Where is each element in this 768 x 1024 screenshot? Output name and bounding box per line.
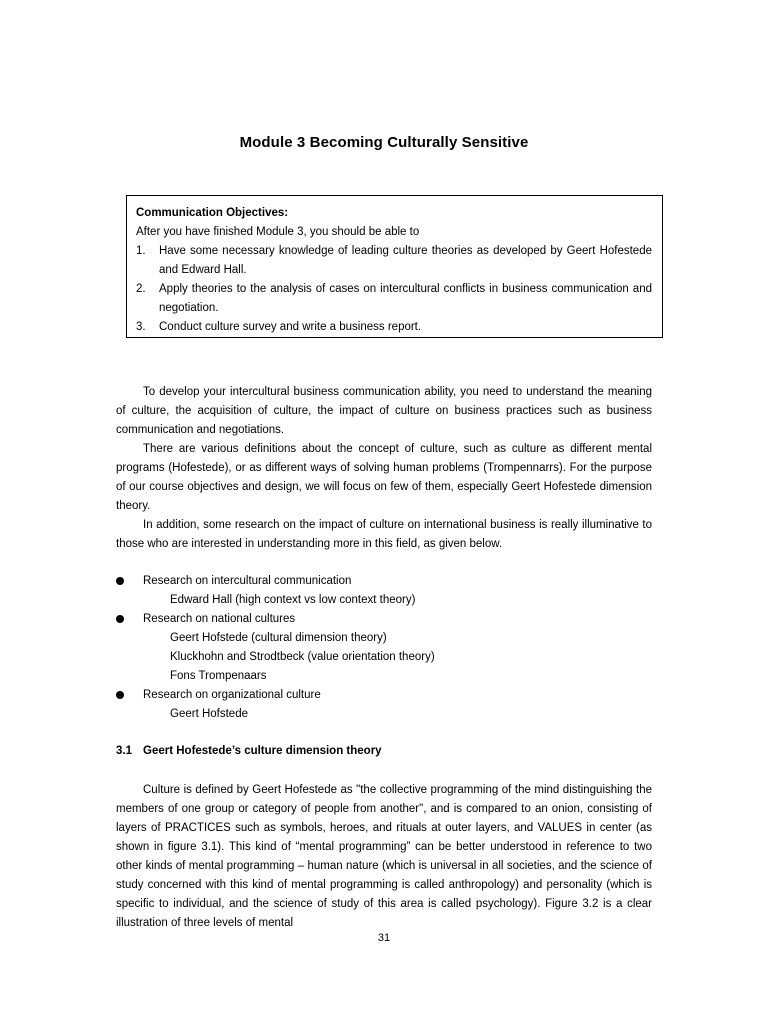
- intro-paragraph: To develop your intercultural business communication ability, you need to understand the meaning of culture, the acquisition of culture, the impact of culture on business practices such as business communication and negotiations.: [116, 386, 652, 436]
- objectives-list: [136, 242, 652, 337]
- page-number: 31: [377, 932, 391, 944]
- research-subitem: Fons Trompenaars: [170, 670, 267, 682]
- research-subitem: Geert Hofstede (cultural dimension theory): [170, 632, 387, 644]
- objective-text: Have some necessary knowledge of leading culture theories as developed by Geert Hofestede and Edward Hall.: [159, 245, 652, 276]
- page-title: Module 3 Becoming Culturally Sensitive: [239, 134, 529, 151]
- research-item: [116, 610, 652, 629]
- section-paragraph: Culture is defined by Geert Hofestede as "the collective programming of the mind distinguishing the members of one group or category of people from another", and is compared to an onion, consisting of layers of PRACTICES such as symbols, heroes, and rituals at outer layers, and VALUES in center (as shown in figure 3.1). This kind of “mental programming” can be better understood in reference to two other kinds of mental programming – human nature (which is universal in all societies, and the science of study concerned with this kind of mental programming is called anthropology) and personality (which is specific to individual, and the science of study of this area is called psychology). Figure 3.2 is a clear illustration of three levels of mental: [116, 784, 652, 929]
- research-list: [116, 572, 652, 724]
- section-heading: [116, 742, 382, 761]
- objective-text: Apply theories to the analysis of cases on intercultural conflicts in business communication and negotiation.: [159, 283, 652, 314]
- objective-text: Conduct culture survey and write a business report.: [159, 321, 422, 333]
- bullet-icon: [116, 577, 124, 585]
- section-number: 3.1: [116, 745, 132, 757]
- bullet-icon: [116, 615, 124, 623]
- research-item-label: Research on organizational culture: [143, 689, 321, 701]
- intro-paragraph: In addition, some research on the impact of culture on international business is really illuminative to those who are interested in understanding more in this field, as given below.: [116, 519, 652, 550]
- research-item: [116, 686, 652, 705]
- research-item-label: Research on intercultural communication: [143, 575, 352, 587]
- objective-number: 1.: [136, 245, 146, 257]
- objective-item: [136, 280, 652, 318]
- objectives-intro: After you have finished Module 3, you should be able to: [136, 226, 420, 238]
- research-item-label: Research on national cultures: [143, 613, 296, 625]
- objectives-heading: Communication Objectives:: [136, 207, 289, 219]
- research-item: [116, 572, 652, 591]
- section-body: [116, 781, 652, 933]
- objective-number: 3.: [136, 321, 146, 333]
- objective-item: [136, 318, 652, 337]
- bullet-icon: [116, 691, 124, 699]
- research-subitem: Kluckhohn and Strodtbeck (value orientation theory): [170, 651, 435, 663]
- intro-section: [116, 383, 652, 554]
- research-subitem: Geert Hofstede: [170, 708, 248, 720]
- intro-paragraph: There are various definitions about the concept of culture, such as culture as different mental programs (Hofestede), or as different ways of solving human problems (Trompennarrs). For the purpose of our course objectives and design, we will focus on few of them, especially Geert Hofestede dimension theory.: [116, 443, 652, 512]
- research-subitem: Edward Hall (high context vs low context theory): [170, 594, 416, 606]
- objective-item: [136, 242, 652, 280]
- section-title: Geert Hofestede’s culture dimension theory: [143, 745, 382, 757]
- objective-number: 2.: [136, 283, 146, 295]
- objectives-box: [126, 195, 663, 338]
